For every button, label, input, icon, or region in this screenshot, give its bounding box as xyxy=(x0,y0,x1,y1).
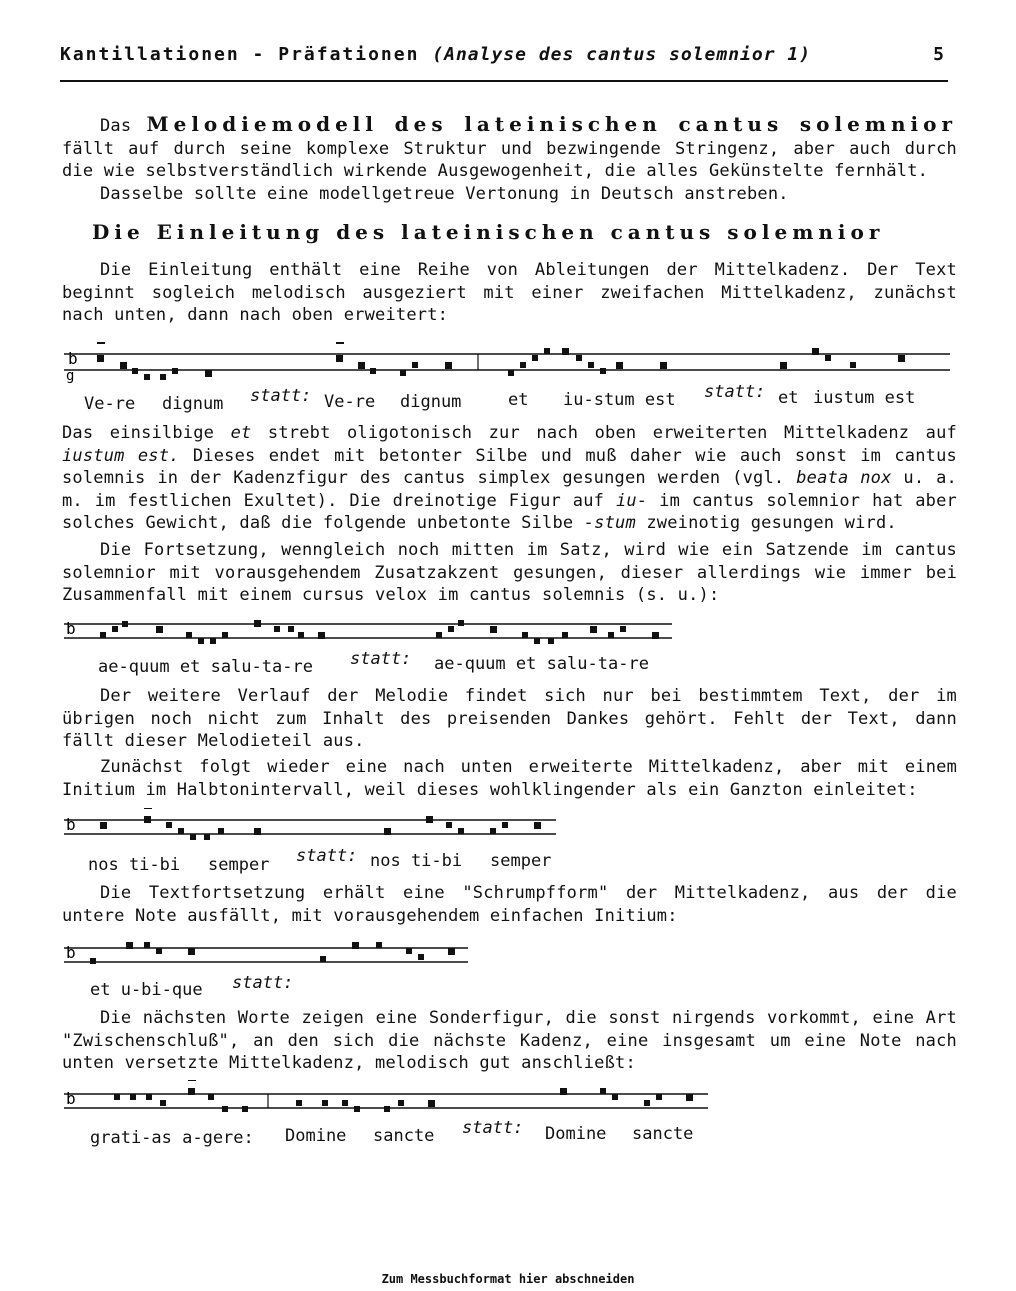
lyric: semper xyxy=(208,855,270,875)
lyric: Domine xyxy=(285,1126,347,1146)
clef-b: b xyxy=(66,943,76,962)
statt-label: statt: xyxy=(704,382,766,402)
paragraph-3: Die Fortsetzung, wenngleich noch mitten im Satz, wird wie ein Satzende im cantus solemnior mit vorausgehendem Zusatzakzent gesungen, dieser allerdings wie immer bei Zusammenfall mit einem cursus velox im cantus solemnis (s. u.): xyxy=(62,540,957,605)
clef-b: b xyxy=(68,349,78,368)
lyric: Ve-re xyxy=(324,392,376,412)
music-example-3 xyxy=(0,808,1016,848)
paragraph-7: Die nächsten Worte zeigen eine Sonderfigur, die sonst nirgends vorkommt, eine Art "Zwischenschluß", an den sich die nächste Kadenz, eine insgesamt um eine Note nach unten versetzte Mittelkadenz, melodisch gut anschließt: xyxy=(62,1008,957,1073)
lyric: et xyxy=(508,390,529,410)
lyric: sancte xyxy=(632,1124,694,1144)
header-rule xyxy=(60,80,948,82)
paragraph-6: Die Textfortsetzung erhält eine "Schrumpfform" der Mittelkadenz, aus der die untere Note ausfällt, mit vorausgehendem einfachen Initium: xyxy=(62,883,957,926)
page-number: 5 xyxy=(933,44,944,65)
lyric: iustum est xyxy=(813,388,916,408)
statt-label: statt: xyxy=(296,846,358,866)
lyric: Ve-re xyxy=(84,394,136,414)
intro-line-2: Dasselbe sollte eine modellgetreue Vertonung in Deutsch anstreben. xyxy=(100,183,789,204)
statt-label: statt: xyxy=(350,649,412,669)
clef-b: b xyxy=(66,815,76,834)
lyric: dignum xyxy=(400,392,462,412)
running-header xyxy=(60,44,950,65)
lyric: Domine xyxy=(545,1124,607,1144)
section-heading: Die Einleitung des lateinischen cantus solemnior xyxy=(92,220,885,244)
lyric: nos ti-bi xyxy=(88,855,181,875)
lyric: semper xyxy=(490,851,552,871)
music-example-5 xyxy=(0,1080,1016,1120)
statt-label: statt: xyxy=(250,386,312,406)
paragraph-2: Das einsilbige et strebt oligotonisch zur nach oben erweiterten Mittelkadenz auf iustum est. Dieses endet mit betonter Silbe und muß daher wie auch sonst im cantus solemnis in der Kadenzfigur des cantus simplex gesungen werden (vgl. beata nox u. a. m. im festlichen Exultet). Die dreinotige Figur auf iu- im cantus solemnior hat aber solches Gewicht, daß die folgende unbetonte Silbe -stum zweinotig gesungen wird. xyxy=(62,423,957,533)
neumes xyxy=(114,1080,693,1112)
lyric: et xyxy=(778,388,799,408)
clef-b: b xyxy=(66,1089,76,1108)
paragraph-4: Der weitere Verlauf der Melodie findet sich nur bei bestimmtem Text, der im übrigen noch nicht zum Inhalt des preisenden Dankes gehört. Fehlt der Text, dann fällt dieser Melodieteil aus. xyxy=(62,686,957,751)
statt-label: statt: xyxy=(232,973,294,993)
statt-label: statt: xyxy=(462,1118,524,1138)
lyric: ae-quum et salu-ta-re xyxy=(434,654,649,674)
lyric: grati-as a-gere: xyxy=(90,1128,254,1148)
neumes xyxy=(97,342,905,380)
intro-paragraph: Das Melodiemodell des lateinischen cantus solemnior fällt auf durch seine komplexe Struktur und bezwingende Stringenz, aber auch durch die wie selbstverständlich wirkende Ausgewogenheit, die alles Gekünstelte fernhält. Dasselbe sollte eine modellgetreue Vertonung in Deutsch anstreben. xyxy=(62,112,957,204)
neumes xyxy=(100,808,541,840)
clef-b: b xyxy=(66,619,76,638)
music-example-4 xyxy=(0,934,1016,974)
lyric: et u-bi-que xyxy=(90,980,203,1000)
lyric: nos ti-bi xyxy=(370,851,463,871)
spaced-emphasis: Melodiemodell des lateinischen cantus solemnior xyxy=(146,112,957,136)
header-title: Kantillationen - Präfationen (Analyse des cantus solemnior 1) xyxy=(60,44,812,65)
lyric: ae-quum et salu-ta-re xyxy=(98,657,313,677)
lyric: iu-stum est xyxy=(563,390,676,410)
music-example-1 xyxy=(0,340,1016,385)
cut-line-note: Zum Messbuchformat hier abschneiden xyxy=(381,1272,635,1286)
lyric: sancte xyxy=(373,1126,435,1146)
clef-g: g xyxy=(66,368,75,384)
paragraph-5: Zunächst folgt wieder eine nach unten erweiterte Mittelkadenz, aber mit einem Initium im Halbtonintervall, weil dieses wohlklingender als ein Ganzton einleitet: xyxy=(62,757,957,800)
music-example-2 xyxy=(0,612,1016,652)
neumes xyxy=(90,942,455,964)
paragraph-1: Die Einleitung enthält eine Reihe von Ableitungen der Mittelkadenz. Der Text beginnt sogleich melodisch ausgeziert mit einer zweifachen Mittelkadenz, zunächst nach unten, dann nach oben erweitert: xyxy=(62,260,957,325)
lyric: dignum xyxy=(162,394,224,414)
